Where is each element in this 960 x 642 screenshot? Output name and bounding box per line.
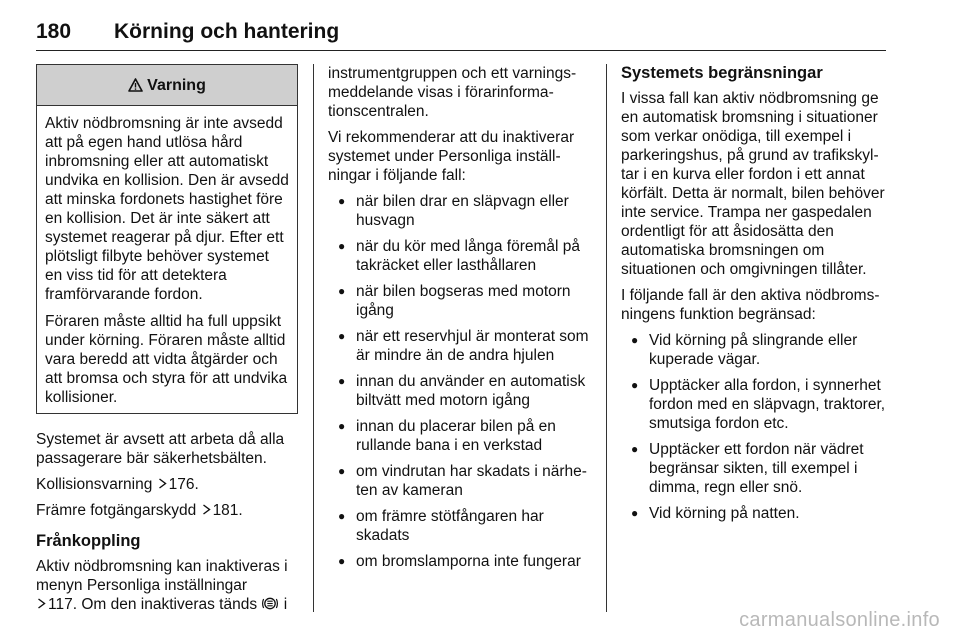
column-2	[328, 64, 592, 578]
column-3	[621, 64, 887, 530]
column-divider	[313, 64, 314, 612]
page-number: 180	[36, 20, 72, 43]
reference-text: Kollisionsvarning	[36, 476, 153, 493]
reference-page: 181.	[212, 502, 243, 519]
body-paragraph: Systemet är avsett att arbeta då alla passagerare bär säkerhetsbälten.	[36, 431, 285, 467]
warning-triangle-icon	[128, 78, 143, 92]
warning-title: Varning	[147, 76, 206, 94]
cross-reference	[36, 475, 298, 494]
column-divider	[606, 64, 607, 612]
list-item: ● när bilen drar en släpvagn eller husvagn	[328, 192, 592, 230]
list-item: ● Vid körning på natten.	[621, 504, 887, 523]
list-item: ● innan du använder en automatisk biltvätt med motorn igång	[328, 372, 592, 410]
list-item: ● om vindrutan har skadats i närheten av kameran	[328, 462, 592, 500]
section-heading: Systemets begränsningar	[621, 64, 823, 82]
reference-text: Främre fotgängarskydd	[36, 502, 197, 519]
list-item: ● om främre stötfångaren har skadats	[328, 507, 592, 545]
page-ref-arrow-icon	[158, 475, 167, 494]
warning-paragraph: Föraren måste alltid ha full uppsikt under körning. Föraren måste alltid vara beredd att vidta åtgärder och att bromsa och styra för att undvika kollisioner.	[45, 313, 288, 406]
cross-reference	[36, 501, 298, 520]
bullet-list	[621, 331, 887, 523]
warning-header	[37, 65, 297, 106]
reference-page: 176.	[168, 476, 199, 493]
bullet-list	[328, 192, 592, 571]
list-item: ● Upptäcker alla fordon, i synnerhet fordon med en släpvagn, traktorer, smutsiga fordon etc.	[621, 376, 887, 433]
page-header	[36, 18, 886, 51]
watermark: carmanualsonline.info	[739, 609, 940, 631]
body-paragraph: Vi rekommenderar att du inaktiverar systemet under Personliga inställningar i följande fall:	[328, 129, 575, 184]
list-item: ● innan du placerar bilen på en rullande bana i en verkstad	[328, 417, 592, 455]
brake-assist-warning-icon	[261, 596, 283, 613]
list-item: ● Vid körning på slingrande eller kuperade vägar.	[621, 331, 887, 369]
section-heading: Frånkoppling	[36, 532, 141, 550]
warning-box	[36, 64, 298, 414]
page-ref-arrow-icon	[37, 595, 46, 614]
body-paragraph: I följande fall är den aktiva nödbromsningens funktion begränsad:	[621, 287, 880, 323]
list-item: ● när bilen bogseras med motorn igång	[328, 282, 592, 320]
warning-paragraph: Aktiv nödbromsning är inte avsedd att på egen hand utlösa hård inbromsning eller att automatiskt undvika en kollision. Den är avsedd att minska fordonets hastighet före en kollision. Det är inte säkert att systemet reagerar på djur. Efter ett plötsligt filbyte behöver systemet en viss tid för att detektera framförvarande fordon.	[45, 115, 289, 303]
list-item: ● när du kör med långa föremål på takräcket eller lasthållaren	[328, 237, 592, 275]
reference-page: 117.	[48, 596, 78, 613]
body-paragraph: Aktiv nödbromsning kan inaktiveras i menyn Personliga inställningar 117. Om den inaktiveras tänds i	[36, 558, 288, 613]
list-item: ● om bromslamporna inte fungerar	[328, 552, 592, 571]
chapter-title: Körning och hantering	[114, 20, 340, 43]
body-paragraph: instrumentgruppen och ett varningsmeddelande visas i förarinformationscentralen.	[328, 65, 577, 120]
column-1	[36, 64, 298, 621]
warning-body	[37, 106, 297, 413]
body-paragraph: I vissa fall kan aktiv nödbromsning ge en automatisk bromsning i situationer som verkar onödiga, till exempel i parkeringshus, på grund av trafikskyltar i en kurva eller fordon i ett annat körfält. Detta är normalt, bilen behöver inte service. Trampa ner gaspedalen ordentligt för att åsidosätta den automatiska bromsningen om situationen och omgivningen tillåter.	[621, 90, 885, 278]
list-item: ● Upptäcker ett fordon när vädret begränsar sikten, till exempel i dimma, regn eller snö.	[621, 440, 887, 497]
page-ref-arrow-icon	[202, 501, 211, 520]
list-item: ● när ett reservhjul är monterat som är mindre än de andra hjulen	[328, 327, 592, 365]
